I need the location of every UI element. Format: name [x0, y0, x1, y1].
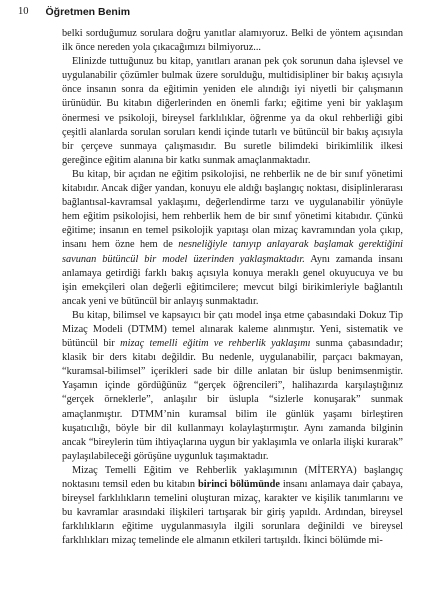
paragraph [62, 168, 403, 309]
running-title: Öğretmen Benim [45, 6, 131, 18]
paragraph [62, 27, 403, 55]
text-run: Bu kitap, bilimsel ve kapsayıcı bir çatı model inşa etme çabasındaki Dokuz Tip Mizaç Modeli (DTMM) temel alınarak kaleme alınmıştır. Yeni, sistematik ve bütüncül bir [62, 309, 403, 350]
text-run: Elinizde tuttuğunuz bu kitap, yanıtları aranan pek çok sorunun daha işlevsel ve uygulanabilir çözümler bulmak üzere sorulduğu, multidisipliner bir bakış açısıyla önce insanın sonra da eğitimin yeniden ele alındığı iyi niyetli bir çalışmanın ürünüdür. Bu kitabın diğerlerinden en önemli farkı; eğitime yeni bir yaklaşım önermesi ve psikoloji, bireysel farklılıklar, öğrenme ya da okul rehberliği gibi çeşitli alanlarda sorulan soruları kendi içinde tutarlı ve bütüncül bir bakış açısıyla bir çerçeve sunmaya çalışmasıdır. Bu suretle bilimdeki birikimlilik ilkesi gereğince eğitim alanına bir katkı sunmak amaçlanmaktadır. [62, 56, 403, 166]
body-text [62, 27, 403, 548]
running-header [18, 4, 130, 20]
text-run: Bu kitap, bir açıdan ne eğitim psikolojisi, ne rehberlik ne de bir sınıf yönetimi kitabıdır. Ancak diğer yandan, konuyu ele aldığı başlangıç noktası, disiplinlerarası bağlantısal-kavramsal yaklaşımı, değerlendirme tarzı ve uygulanabilir yönüyle hem eğitim psikolojisi, hem rehberlik hem de bir sınıf yönetimi kitabıdır. Çünkü eğitime; insanın en temel psikolojik yapıtaşı olan mizaç kavramından yola çıkıp, insanı hem özne hem de [62, 168, 403, 251]
paragraph [62, 464, 403, 549]
text-run: insanı anlamaya dair çabaya, bireysel farklılıkların temelini oluşturan mizaç, karakter ve kişilik tanımlarını ve bu kavramlar arasındaki ilişkileri tartışarak bir giriş yapıldı. Ardından, bireysel farklılıkların eğitime uygulanmasıyla ilgili sorunlara değinildi ve bireysel farklılıkları mizaç temelinde ele almanın etkileri tartışıldı. İkinci bölümde mi- [62, 479, 403, 547]
text-run: Aynı zamanda insanı anlamaya getirdiği farklı bakış açısıyla konuya meraklı genel okuyucuya ve bu işin emekçileri olan değerli eğitimcilere; mevcut bilgi birikimleriyle bağlantılı ancak yeni ve bütüncül bir anlayış sunmaktadır. [62, 253, 403, 307]
bold-run: birinci bölümünde [198, 479, 280, 490]
text-run: belki sorduğumuz sorulara doğru yanıtlar alamıyoruz. Belki de yöntem açısından ilk önce nereden yola çıkacağımızı bilmiyoruz... [62, 28, 403, 54]
italic-run: nesneliğiyle tanıyıp anlayarak başlamak gerektiğini savunan bütüncül bir model üzerinden yaklaşmaktadır. [62, 239, 403, 265]
text-run: Mizaç Temelli Eğitim ve Rehberlik yaklaşımının (MİTERYA) başlangıç noktasını temsil eden bu kitabın [62, 464, 403, 490]
page-number: 10 [18, 6, 29, 17]
italic-run: mizaç temelli eğitim ve rehberlik yaklaşımı [120, 338, 311, 350]
paragraph [62, 55, 403, 168]
paragraph [62, 309, 403, 464]
text-run: sunma çabasındadır; klasik bir ders kitabı değildir. Bu nedenle, uygulanabilir, parçacı bakmayan, “kuramsal-bilimsel” içerikleri sade bir dille anlatan bir üslup benimsenmiştir. Yaşamın içinde gördüğünüz “gerçek öğrencileri”, halihazırda karşılaştığınız “gerçek örneklerle”, anlaşılır bir üslupla “sizlerle konuşarak” sunmak amaçlanmıştır. DTMM’nin kuramsal bilim ile günlük yaşamı birleştiren kuşatıcılığı, böyle bir dil kullanmayı kolaylaştırmıştır. Aynı zamanda bilginin ancak “bireylerin tüm ihtiyaçlarına uygun bir yaklaşımla ve onlarla ilişki kurarak” paylaşılabileceği görüşüne uygunluk taşımaktadır. [62, 338, 403, 462]
